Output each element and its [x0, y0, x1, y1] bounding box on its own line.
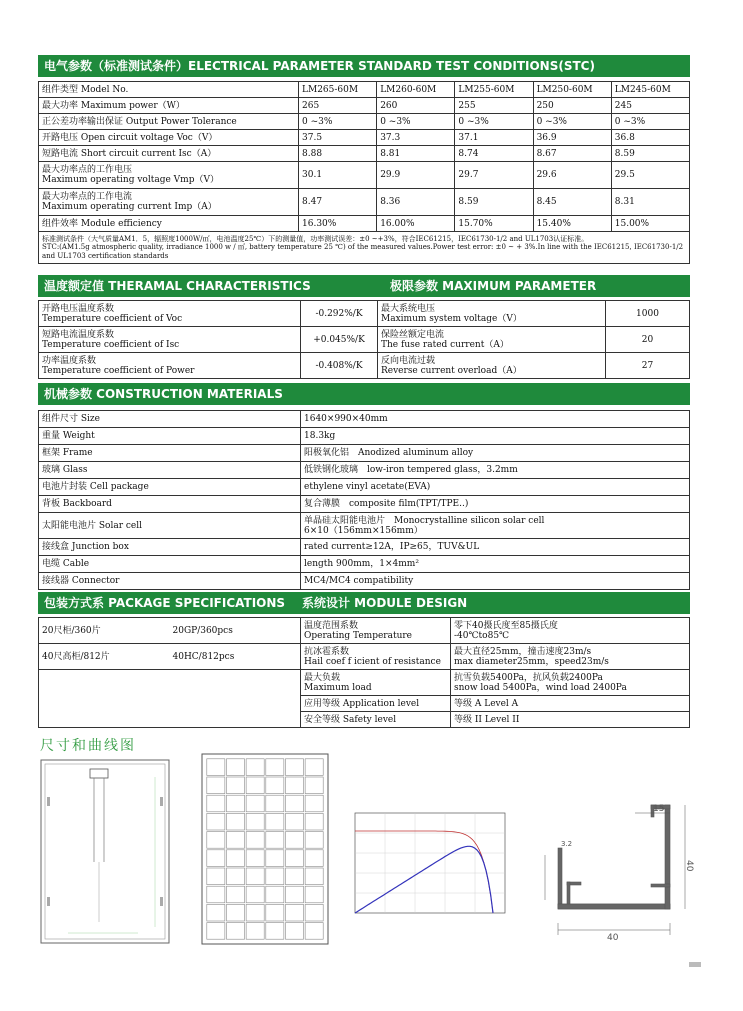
stc-value: 15.00% — [611, 216, 689, 232]
construction-label: 太阳能电池片 Solar cell — [39, 513, 301, 539]
solar-cell — [285, 795, 303, 812]
construction-value: 复合薄膜 composite film(TPT/TPE..) — [301, 496, 690, 513]
solar-cell — [285, 832, 303, 849]
stc-value: 265 — [299, 98, 377, 114]
table-row — [39, 130, 690, 146]
stc-value: 16.30% — [299, 216, 377, 232]
thermal-title: 温度额定值 THERAMAL CHARACTERISTICS — [44, 279, 311, 293]
maximum-value: 1000 — [606, 301, 690, 327]
construction-value: 低铁钢化玻璃 low-iron tempered glass，3.2mm — [301, 462, 690, 479]
maximum-label — [378, 353, 606, 379]
solar-cell — [226, 759, 244, 776]
module-front-drawing — [196, 750, 336, 950]
solar-cell — [305, 923, 323, 940]
stc-value: 8.59 — [455, 189, 533, 216]
construction-value: 1640×990×40mm — [301, 411, 690, 428]
design-value — [451, 670, 690, 696]
package-empty — [39, 670, 301, 728]
construction-label: 玻璃 Glass — [39, 462, 301, 479]
construction-value: 阳极氧化铝 Anodized aluminum alloy — [301, 445, 690, 462]
stc-value: 8.59 — [611, 146, 689, 162]
chart-plot-area — [355, 813, 505, 913]
solar-cell — [226, 904, 244, 921]
module-frame — [202, 754, 328, 944]
table-row — [39, 556, 690, 573]
construction-label: 电池片封装 Cell package — [39, 479, 301, 496]
cell-line: Maximum system voltage（V） — [381, 313, 522, 324]
solar-cell — [246, 759, 264, 776]
cell-line: 功率温度系数 — [42, 355, 97, 366]
solar-cell — [246, 795, 264, 812]
construction-label: 电缆 Cable — [39, 556, 301, 573]
solar-cell — [266, 795, 284, 812]
cell-line: STC:(AM1.5g atmospheric quality, irradiance 1000 w / ㎡, battery temperature 25 ℃) of the measured values.Power test error: ±0 ~ + 3%.In line with the IEC61215, IEC61730-1/2 and UL1703 certification standards — [42, 243, 684, 260]
stc-value: 15.70% — [455, 216, 533, 232]
cell-line: 最大功率点的工作电流 — [42, 192, 133, 202]
thermal-label — [39, 353, 301, 379]
construction-label: 背板 Backboard — [39, 496, 301, 513]
solar-cell — [246, 850, 264, 867]
stc-value: 8.88 — [299, 146, 377, 162]
stc-model-header: LM250-60M — [533, 82, 611, 98]
solar-cell — [246, 868, 264, 885]
stc-header-label: 组件类型 Model No. — [39, 82, 299, 98]
solar-cell — [207, 759, 225, 776]
cell-line: 零下40摄氏度至85摄氏度 — [454, 620, 558, 631]
cell-line: 短路电流温度系数 — [42, 329, 115, 340]
cell-line: Maximum operating voltage Vmp（V） — [42, 175, 219, 185]
thermal-label — [39, 301, 301, 327]
package-label: 40尺高柜/812片 — [39, 644, 170, 670]
table-row — [39, 353, 690, 379]
table-row — [39, 479, 690, 496]
cell-line: 最大负载 — [304, 672, 341, 683]
construction-section-header: 机械参数 CONSTRUCTION MATERIALS — [38, 383, 690, 405]
solar-cell — [226, 777, 244, 794]
solar-cell — [207, 850, 225, 867]
solar-cell — [226, 795, 244, 812]
cell-line: 开路电压温度系数 — [42, 303, 115, 314]
stc-table — [38, 81, 690, 264]
table-row — [39, 496, 690, 513]
table-row — [39, 146, 690, 162]
solar-cell — [305, 832, 323, 849]
solar-cell — [226, 850, 244, 867]
solar-cell — [285, 850, 303, 867]
frame-side-dim: 40 — [684, 860, 694, 872]
frame-profile-drawing — [535, 800, 695, 945]
solar-cell — [207, 886, 225, 903]
construction-table — [38, 410, 690, 590]
design-label: 安全等级 Safety level — [301, 712, 451, 728]
solar-cell — [246, 832, 264, 849]
cell-line: 抗雪负载5400Pa，抗风负载2400Pa — [454, 672, 603, 683]
stc-value: 0 ~3% — [533, 114, 611, 130]
solar-cell — [285, 904, 303, 921]
design-label — [301, 618, 451, 644]
cell-line: Temperature coefficient of Power — [42, 365, 195, 376]
solar-cell — [305, 904, 323, 921]
construction-value: MC4/MC4 compatibility — [301, 573, 690, 590]
pv-curve-line — [355, 846, 493, 913]
solar-cell — [266, 923, 284, 940]
stc-row-label: 最大功率 Maximum power（W） — [39, 98, 299, 114]
solar-cell — [207, 777, 225, 794]
cell-line: 标准测试条件（大气质量AM1．5，辐照度1000W/㎡，电池温度25℃）下的测量值，功率测试误差：±0 ~+3%，符合IEC61215，IEC61730-1/2 and UL1703认证标准。 — [42, 234, 589, 243]
table-row — [39, 98, 690, 114]
cell-line: 单晶硅太阳能电池片 Monocrystalline silicon solar cell — [304, 515, 545, 526]
thermal-table — [38, 300, 690, 379]
construction-value: rated current≥12A，IP≥65，TUV&UL — [301, 539, 690, 556]
table-row — [39, 162, 690, 189]
stc-value: 8.45 — [533, 189, 611, 216]
stc-value: 29.9 — [377, 162, 455, 189]
solar-cell — [266, 777, 284, 794]
solar-cell — [207, 795, 225, 812]
stc-row-label: 短路电流 Short circuit current Isc（A） — [39, 146, 299, 162]
stc-value: 245 — [611, 98, 689, 114]
maximum-title: 极限参数 MAXIMUM PARAMETER — [390, 279, 597, 293]
cell-line: 6×10（156mm×156mm） — [304, 525, 423, 536]
frame-inner-dim: 3.2 — [561, 840, 573, 848]
solar-cell — [266, 868, 284, 885]
stc-value: 8.36 — [377, 189, 455, 216]
stc-value: 0 ~3% — [611, 114, 689, 130]
table-row — [39, 445, 690, 462]
solar-cell — [285, 886, 303, 903]
solar-cell — [246, 777, 264, 794]
solar-cell — [207, 813, 225, 830]
construction-value: 18.3kg — [301, 428, 690, 445]
stc-value: 0 ~3% — [377, 114, 455, 130]
construction-label: 组件尺寸 Size — [39, 411, 301, 428]
design-label — [301, 644, 451, 670]
stc-section-header: 电气参数（标准测试条件）ELECTRICAL PARAMETER STANDARD TEST CONDITIONS(STC) — [38, 55, 690, 77]
design-value — [451, 644, 690, 670]
stc-row-label: 组件效率 Module efficiency — [39, 216, 299, 232]
stc-value: 255 — [455, 98, 533, 114]
construction-value: length 900mm，1×4mm² — [301, 556, 690, 573]
page-mark — [689, 962, 701, 967]
stc-model-header: LM260-60M — [377, 82, 455, 98]
solar-cell — [266, 759, 284, 776]
table-row — [39, 114, 690, 130]
solar-cell — [226, 886, 244, 903]
cell-line: snow load 5400Pa，wind load 2400Pa — [454, 682, 627, 693]
table-row — [39, 82, 690, 98]
table-row — [39, 216, 690, 232]
cell-line: The fuse rated current（A） — [381, 339, 509, 350]
thermal-value: -0.292%/K — [301, 301, 378, 327]
cell-line: max diameter25mm，speed23m/s — [454, 656, 609, 667]
cell-line: Maximum load — [304, 682, 372, 693]
drawings-title: 尺寸和曲线图 — [40, 738, 136, 754]
thermal-label — [39, 327, 301, 353]
design-value: 等级 A Level A — [451, 696, 690, 712]
table-row — [39, 189, 690, 216]
stc-model-header: LM265-60M — [299, 82, 377, 98]
stc-value: 8.47 — [299, 189, 377, 216]
stc-value: 29.6 — [533, 162, 611, 189]
stc-value: 29.7 — [455, 162, 533, 189]
cell-line: -40℃to85℃ — [454, 630, 510, 641]
stc-row-label — [39, 189, 299, 216]
table-row — [39, 573, 690, 590]
solar-cell — [285, 759, 303, 776]
solar-cell — [266, 813, 284, 830]
package-design-table — [38, 617, 690, 728]
design-title: 系统设计 MODULE DESIGN — [302, 596, 468, 610]
table-row — [39, 644, 690, 670]
construction-label: 框架 Frame — [39, 445, 301, 462]
maximum-value: 27 — [606, 353, 690, 379]
table-row — [39, 428, 690, 445]
stc-row-label: 开路电压 Open circuit voltage Voc（V） — [39, 130, 299, 146]
solar-cell — [207, 868, 225, 885]
solar-cell — [246, 886, 264, 903]
solar-cell — [285, 923, 303, 940]
solar-cell — [266, 886, 284, 903]
package-value: 40HC/812pcs — [170, 644, 301, 670]
solar-cell — [207, 832, 225, 849]
stc-value: 30.1 — [299, 162, 377, 189]
stc-value: 36.8 — [611, 130, 689, 146]
solar-cell — [207, 904, 225, 921]
stc-value: 0 ~3% — [455, 114, 533, 130]
solar-cell — [266, 832, 284, 849]
stc-value: 36.9 — [533, 130, 611, 146]
stc-value: 8.67 — [533, 146, 611, 162]
table-row — [39, 301, 690, 327]
package-title: 包装方式系 PACKAGE SPECIFICATIONS — [44, 596, 286, 610]
solar-cell — [207, 923, 225, 940]
maximum-value: 20 — [606, 327, 690, 353]
cell-line: Reverse current overload（A） — [381, 365, 522, 376]
stc-note — [39, 232, 690, 264]
table-row — [39, 462, 690, 479]
construction-label: 接线器 Connector — [39, 573, 301, 590]
iv-curve-chart — [340, 805, 520, 930]
cell-line: 反向电流过载 — [381, 355, 436, 366]
cell-line: Maximum operating current Imp（A） — [42, 202, 217, 212]
package-section-header — [38, 592, 690, 614]
construction-label: 接线盒 Junction box — [39, 539, 301, 556]
cell-line: 最大直径25mm，撞击速度23m/s — [454, 646, 592, 657]
stc-value: 37.5 — [299, 130, 377, 146]
stc-value: 15.40% — [533, 216, 611, 232]
cell-line: 保险丝额定电流 — [381, 329, 445, 340]
solar-cell — [305, 886, 323, 903]
solar-cell — [226, 868, 244, 885]
cell-line: Operating Temperature — [304, 630, 413, 641]
solar-cell — [226, 813, 244, 830]
cell-line: 最大系统电压 — [381, 303, 436, 314]
cell-line: Temperature coefficient of Voc — [42, 313, 183, 324]
stc-model-header: LM255-60M — [455, 82, 533, 98]
stc-value: 16.00% — [377, 216, 455, 232]
stc-value: 250 — [533, 98, 611, 114]
solar-cell — [226, 832, 244, 849]
design-value: 等级 II Level II — [451, 712, 690, 728]
stc-value: 8.31 — [611, 189, 689, 216]
design-value — [451, 618, 690, 644]
stc-value: 29.5 — [611, 162, 689, 189]
stc-value: 8.81 — [377, 146, 455, 162]
table-row — [39, 513, 690, 539]
frame-bottom-dim: 40 — [607, 933, 619, 943]
cell-line: 温度范围系数 — [304, 620, 359, 631]
cell-line: 抗冰雹系数 — [304, 646, 350, 657]
table-row — [39, 539, 690, 556]
construction-value — [301, 513, 690, 539]
design-label — [301, 670, 451, 696]
solar-cell — [305, 777, 323, 794]
maximum-label — [378, 301, 606, 327]
solar-cell — [285, 868, 303, 885]
solar-cell — [305, 850, 323, 867]
solar-cell — [246, 923, 264, 940]
maximum-label — [378, 327, 606, 353]
solar-cell — [226, 923, 244, 940]
solar-cell — [285, 777, 303, 794]
package-value: 20GP/360pcs — [170, 618, 301, 644]
stc-value: 260 — [377, 98, 455, 114]
stc-value: 37.1 — [455, 130, 533, 146]
thermal-section-header — [38, 275, 690, 297]
construction-value: ethylene vinyl acetate(EVA) — [301, 479, 690, 496]
construction-label: 重量 Weight — [39, 428, 301, 445]
thermal-value: +0.045%/K — [301, 327, 378, 353]
table-row — [39, 327, 690, 353]
cell-line: Temperature coefficient of Isc — [42, 339, 180, 350]
design-label: 应用等级 Application level — [301, 696, 451, 712]
stc-row-label — [39, 162, 299, 189]
table-row — [39, 618, 690, 644]
solar-cell — [266, 850, 284, 867]
frame-top-dim: 15 — [653, 804, 665, 814]
stc-value: 0 ~3% — [299, 114, 377, 130]
solar-cell — [266, 904, 284, 921]
table-row — [39, 232, 690, 264]
table-row — [39, 670, 690, 696]
table-row — [39, 411, 690, 428]
solar-cell — [246, 904, 264, 921]
solar-cell — [305, 868, 323, 885]
solar-cell — [285, 813, 303, 830]
stc-value: 8.74 — [455, 146, 533, 162]
module-back-drawing — [38, 757, 178, 947]
stc-model-header: LM245-60M — [611, 82, 689, 98]
cell-line: 最大功率点的工作电压 — [42, 165, 133, 175]
stc-row-label: 正公差功率输出保证 Output Power Tolerance — [39, 114, 299, 130]
stc-value: 37.3 — [377, 130, 455, 146]
cell-line: Hail coef f icient of resistance — [304, 656, 441, 667]
solar-cell — [305, 795, 323, 812]
solar-cell — [305, 813, 323, 830]
solar-cell — [246, 813, 264, 830]
package-label: 20尺柜/360片 — [39, 618, 170, 644]
thermal-value: -0.408%/K — [301, 353, 378, 379]
solar-cell — [305, 759, 323, 776]
